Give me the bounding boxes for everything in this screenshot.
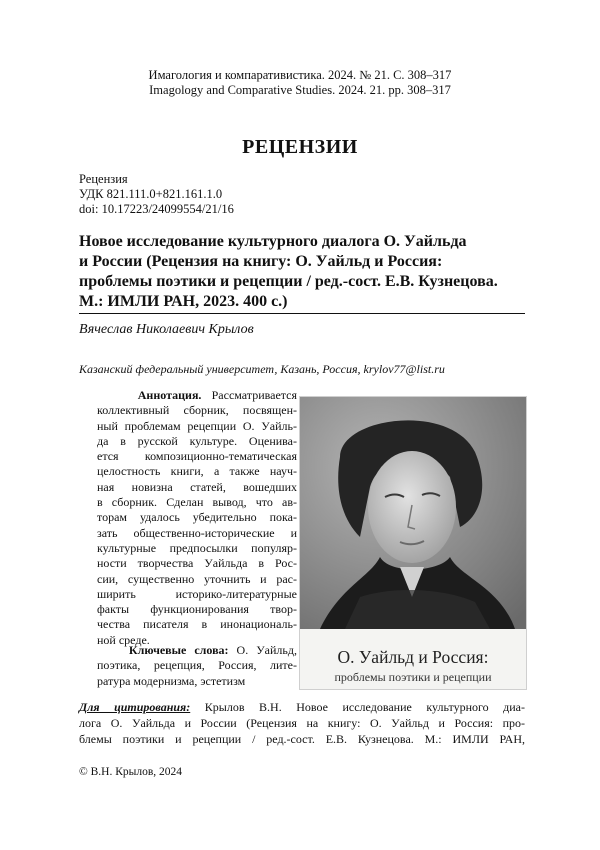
- title-rule: [79, 313, 525, 314]
- abstract-line: чества писателя в инонациональ-: [97, 617, 297, 632]
- abstract-line: в сборник. Сделан вывод, что ав-: [97, 495, 297, 510]
- abstract-line: [97, 388, 297, 403]
- article-title: [79, 232, 525, 312]
- udk-code: УДК 821.111.0+821.161.1.0: [79, 187, 223, 201]
- citation-text: Крылов В.Н. Новое исследование культурного диа-: [190, 700, 526, 714]
- citation-line: блемы поэтики и рецепции / ред.-сост. Е.В. Кузнецова. М.: ИМЛИ РАН,: [79, 732, 525, 746]
- abstract-line: торам удалось убедительно пока-: [97, 510, 297, 525]
- abstract-line: сии, существенно уточнить и рас-: [97, 571, 297, 586]
- journal-header-en: Imagology and Comparative Studies. 2024. 21. pp. 308–317: [149, 83, 451, 97]
- abstract-text: Рассматривается: [201, 388, 298, 402]
- abstract-line: ширить историко-литературные: [97, 586, 297, 601]
- portrait-photo: [300, 397, 526, 629]
- abstract-line: ная новизна статей, вошедших: [97, 479, 297, 494]
- abstract-line: коллективный сборник, посвящен-: [97, 403, 297, 418]
- author-name: Вячеслав Николаевич Крылов: [79, 322, 254, 337]
- title-line: проблемы поэтики и рецепции / ред.-сост. Е.В. Кузнецова.: [79, 273, 498, 290]
- keywords-line: [97, 643, 297, 658]
- keywords-text: О. Уайльд,: [228, 643, 297, 657]
- abstract-line: факты функционирования твор-: [97, 602, 297, 617]
- citation-line: лога О. Уайльда и России (Рецензия на книгу: О. Уайльд и Россия: про-: [79, 716, 525, 730]
- author-affiliation: Казанский федеральный университет, Казань, Россия, krylov77@list.ru: [79, 362, 445, 376]
- cover-title: О. Уайльд и Россия:: [337, 647, 489, 667]
- title-line: М.: ИМЛИ РАН, 2023. 400 с.): [79, 293, 288, 310]
- citation: [79, 699, 525, 747]
- book-cover-figure: [299, 396, 527, 690]
- abstract-line: ной среде.: [97, 632, 150, 647]
- title-line: Новое исследование культурного диалога О. Уайльда: [79, 233, 467, 250]
- citation-line: [79, 699, 525, 715]
- article-type: Рецензия: [79, 172, 128, 186]
- abstract-line: целостность книги, а также науч-: [97, 464, 297, 479]
- keywords-label: Ключевые слова:: [128, 643, 229, 657]
- abstract-line: ности творчества Уайльда в Рос-: [97, 556, 297, 571]
- abstract-label: Аннотация.: [137, 388, 202, 402]
- doi: doi: 10.17223/24099554/21/16: [79, 202, 234, 216]
- keywords-line: поэтика, рецепция, Россия, лите-: [97, 658, 297, 673]
- abstract: [97, 388, 297, 648]
- cover-subtitle: проблемы поэтики и рецепции: [334, 670, 492, 684]
- section-title: РЕЦЕНЗИИ: [242, 136, 358, 158]
- abstract-line: да в русской культуре. Оценива-: [97, 433, 297, 448]
- abstract-line: ется композиционно-тематическая: [97, 449, 297, 464]
- abstract-line: ный проблемам рецепции О. Уайль-: [97, 418, 297, 433]
- abstract-line: зать общественно-исторические и: [97, 525, 297, 540]
- keywords: [97, 643, 297, 689]
- keywords-line: ратура модернизма, эстетизм: [97, 673, 246, 688]
- citation-label: Для цитирования:: [79, 700, 191, 714]
- journal-header-ru: Имагология и компаративистика. 2024. № 21. С. 308–317: [148, 68, 452, 82]
- abstract-line: культурные предпосылки популяр-: [97, 540, 297, 555]
- copyright: © В.Н. Крылов, 2024: [79, 766, 183, 778]
- title-line: и России (Рецензия на книгу: О. Уайльд и Россия:: [79, 253, 443, 270]
